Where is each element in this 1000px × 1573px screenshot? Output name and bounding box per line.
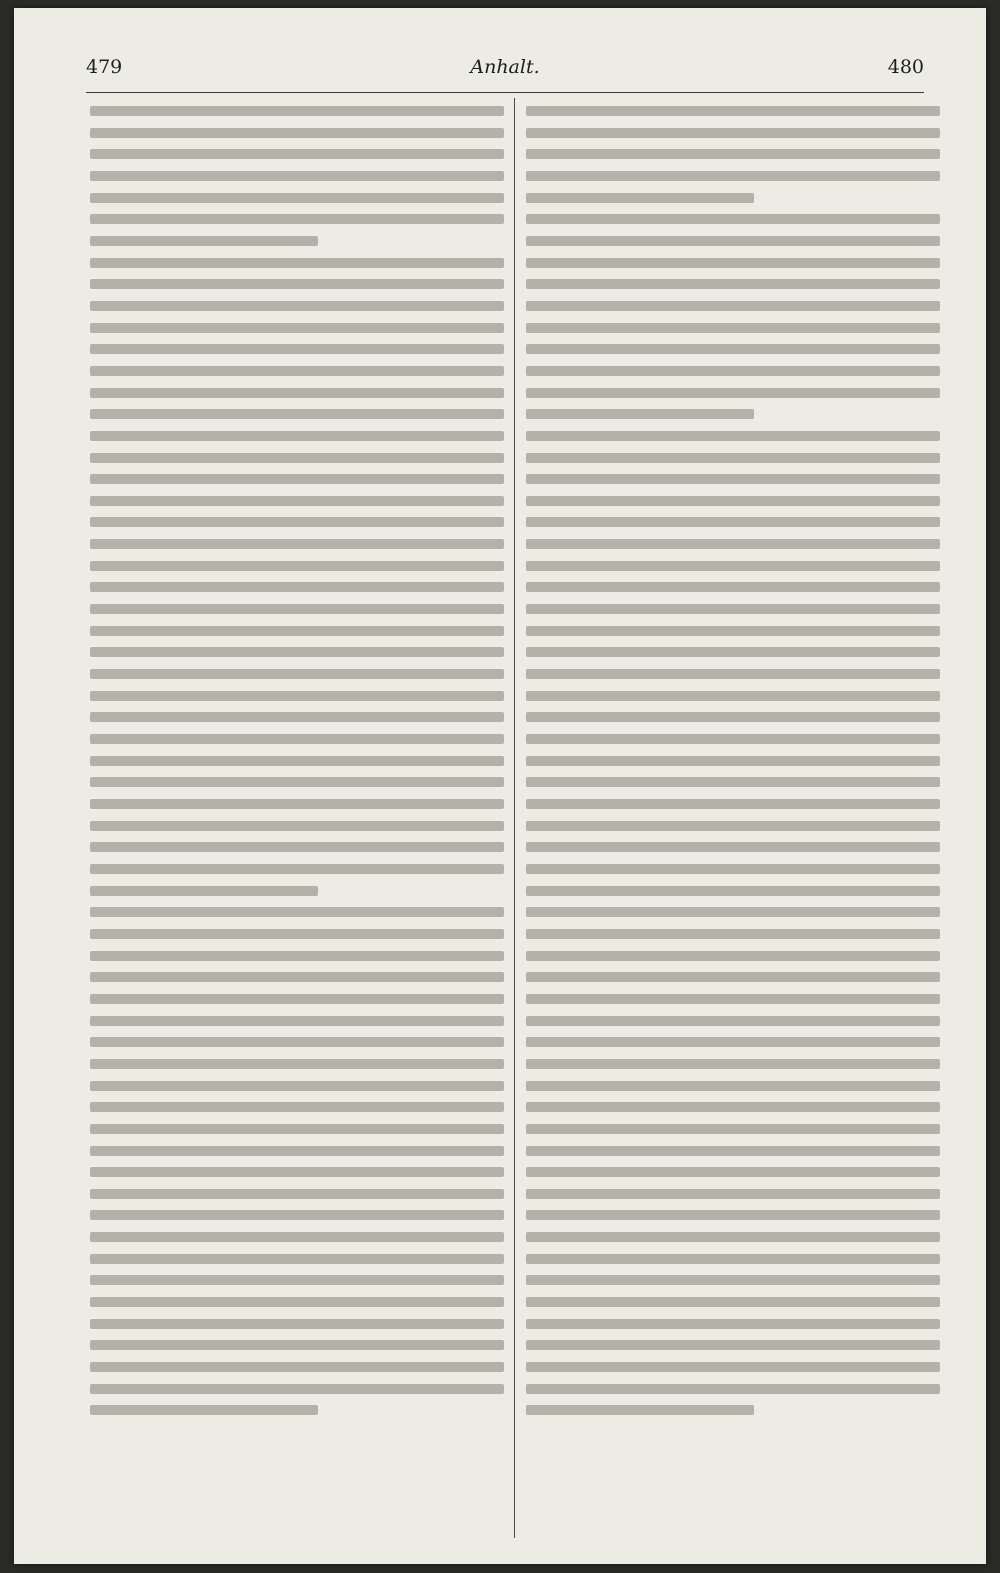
text-line-placeholder — [90, 236, 318, 246]
text-line-placeholder — [526, 366, 940, 376]
text-line — [90, 858, 504, 880]
text-line-placeholder — [526, 539, 940, 549]
text-line-placeholder — [90, 1362, 504, 1372]
text-line-placeholder — [90, 539, 504, 549]
text-line — [526, 403, 940, 425]
text-line-placeholder — [526, 301, 940, 311]
text-line — [90, 663, 504, 685]
text-line-placeholder — [90, 431, 504, 441]
text-line — [526, 425, 940, 447]
text-line-placeholder — [526, 582, 940, 592]
text-line — [526, 1140, 940, 1162]
text-line-placeholder — [526, 214, 940, 224]
text-line-placeholder — [90, 474, 504, 484]
text-line-placeholder — [90, 1340, 504, 1350]
text-line-placeholder — [526, 453, 940, 463]
text-line-placeholder — [526, 1210, 940, 1220]
text-line-placeholder — [90, 258, 504, 268]
text-line — [526, 1248, 940, 1270]
text-line — [526, 360, 940, 382]
text-line-placeholder — [526, 842, 940, 852]
text-line — [90, 1356, 504, 1378]
text-line-placeholder — [526, 907, 940, 917]
text-line-placeholder — [90, 1167, 504, 1177]
text-line — [90, 100, 504, 122]
text-line — [526, 598, 940, 620]
text-line-placeholder — [90, 1275, 504, 1285]
text-line-placeholder — [526, 323, 940, 333]
text-line-placeholder — [526, 1146, 940, 1156]
text-line-placeholder — [526, 886, 940, 896]
text-line — [526, 1096, 940, 1118]
text-line — [90, 295, 504, 317]
text-line — [90, 923, 504, 945]
text-line-placeholder — [90, 453, 504, 463]
text-line-placeholder — [526, 777, 940, 787]
text-line-placeholder — [90, 842, 504, 852]
text-line-placeholder — [90, 1405, 318, 1415]
text-line — [526, 1161, 940, 1183]
text-line — [90, 901, 504, 923]
text-line-placeholder — [526, 236, 940, 246]
text-line — [90, 1031, 504, 1053]
text-line-placeholder — [526, 409, 754, 419]
text-line — [90, 187, 504, 209]
text-line-placeholder — [90, 647, 504, 657]
text-line — [90, 143, 504, 165]
text-line-placeholder — [90, 777, 504, 787]
text-line — [526, 273, 940, 295]
text-line — [526, 317, 940, 339]
text-line-placeholder — [526, 626, 940, 636]
text-line-placeholder — [90, 323, 504, 333]
text-line — [526, 750, 940, 772]
text-line — [90, 555, 504, 577]
text-line — [90, 641, 504, 663]
text-line — [90, 620, 504, 642]
text-line — [526, 1031, 940, 1053]
text-line — [90, 382, 504, 404]
text-line-placeholder — [90, 149, 504, 159]
text-line-placeholder — [526, 1016, 940, 1026]
text-line — [526, 208, 940, 230]
text-line-placeholder — [526, 106, 940, 116]
text-line — [526, 1075, 940, 1097]
text-line-placeholder — [90, 366, 504, 376]
column-divider — [514, 98, 515, 1538]
text-line — [526, 100, 940, 122]
text-line-placeholder — [90, 1254, 504, 1264]
text-line-placeholder — [526, 1362, 940, 1372]
text-line-placeholder — [90, 1319, 504, 1329]
text-line-placeholder — [90, 669, 504, 679]
text-line-placeholder — [90, 1189, 504, 1199]
text-line — [90, 1226, 504, 1248]
text-line — [526, 230, 940, 252]
text-line-placeholder — [526, 1405, 754, 1415]
text-line — [90, 252, 504, 274]
text-line-placeholder — [90, 214, 504, 224]
text-line — [526, 187, 940, 209]
text-line — [90, 490, 504, 512]
text-line — [90, 1378, 504, 1400]
text-line-placeholder — [90, 691, 504, 701]
text-line — [90, 1118, 504, 1140]
text-line — [526, 511, 940, 533]
text-line — [90, 1399, 504, 1421]
text-line — [526, 620, 940, 642]
text-line-placeholder — [90, 171, 504, 181]
text-line — [526, 576, 940, 598]
text-line-placeholder — [526, 972, 940, 982]
text-line — [90, 403, 504, 425]
text-line — [526, 836, 940, 858]
text-line — [90, 317, 504, 339]
text-line-placeholder — [90, 561, 504, 571]
text-line — [526, 490, 940, 512]
text-line — [526, 165, 940, 187]
header-rule — [86, 92, 924, 93]
text-line — [526, 252, 940, 274]
text-line-placeholder — [90, 517, 504, 527]
text-line — [90, 880, 504, 902]
text-line-placeholder — [526, 1254, 940, 1264]
text-line-placeholder — [90, 712, 504, 722]
text-line-placeholder — [90, 128, 504, 138]
text-line-placeholder — [90, 1146, 504, 1156]
text-line-placeholder — [526, 604, 940, 614]
text-line — [90, 815, 504, 837]
text-line-placeholder — [90, 1297, 504, 1307]
text-line — [90, 208, 504, 230]
text-line-placeholder — [90, 864, 504, 874]
text-line-placeholder — [90, 582, 504, 592]
text-line — [90, 836, 504, 858]
text-line-placeholder — [90, 972, 504, 982]
text-line-placeholder — [526, 344, 940, 354]
text-line — [90, 750, 504, 772]
text-line — [526, 1399, 940, 1421]
text-line — [526, 771, 940, 793]
text-line-placeholder — [90, 799, 504, 809]
text-line — [90, 728, 504, 750]
text-line — [90, 1248, 504, 1270]
text-line-placeholder — [90, 1384, 504, 1394]
text-line — [90, 1204, 504, 1226]
text-line-placeholder — [90, 994, 504, 1004]
text-line-placeholder — [90, 409, 504, 419]
text-line-placeholder — [526, 1319, 940, 1329]
text-line-placeholder — [90, 626, 504, 636]
text-line-placeholder — [526, 712, 940, 722]
text-line — [526, 685, 940, 707]
text-line — [526, 1356, 940, 1378]
text-line — [90, 1269, 504, 1291]
text-line-placeholder — [526, 1232, 940, 1242]
text-line — [526, 1010, 940, 1032]
text-line — [90, 122, 504, 144]
text-line — [526, 901, 940, 923]
text-line — [90, 1053, 504, 1075]
text-line-placeholder — [90, 388, 504, 398]
text-line — [526, 1226, 940, 1248]
text-line — [90, 1313, 504, 1335]
text-line-placeholder — [526, 1059, 940, 1069]
text-line — [526, 793, 940, 815]
text-line-placeholder — [526, 994, 940, 1004]
text-line-placeholder — [526, 1275, 940, 1285]
text-line-placeholder — [90, 1232, 504, 1242]
text-line — [90, 988, 504, 1010]
text-line — [526, 858, 940, 880]
text-line-placeholder — [90, 1037, 504, 1047]
text-line — [90, 1010, 504, 1032]
text-line-placeholder — [90, 604, 504, 614]
text-line-placeholder — [90, 734, 504, 744]
text-line — [526, 1313, 940, 1335]
text-line-placeholder — [526, 517, 940, 527]
text-line-placeholder — [526, 388, 940, 398]
text-line — [526, 338, 940, 360]
text-line — [90, 425, 504, 447]
text-line-placeholder — [90, 106, 504, 116]
text-line-placeholder — [90, 929, 504, 939]
text-line-placeholder — [90, 886, 318, 896]
text-line-placeholder — [90, 821, 504, 831]
text-line — [526, 382, 940, 404]
text-line-placeholder — [526, 734, 940, 744]
text-line-placeholder — [526, 864, 940, 874]
text-line — [90, 1096, 504, 1118]
text-line — [526, 1378, 940, 1400]
text-line-placeholder — [90, 279, 504, 289]
text-line — [90, 360, 504, 382]
text-line — [526, 923, 940, 945]
text-line — [526, 815, 940, 837]
text-line-placeholder — [526, 1340, 940, 1350]
page-header — [86, 52, 924, 84]
text-line-placeholder — [90, 193, 504, 203]
text-line-placeholder — [526, 279, 940, 289]
text-line-placeholder — [526, 128, 940, 138]
text-column-left — [90, 100, 504, 1421]
page-number-left: 479 — [86, 56, 123, 78]
text-line-placeholder — [526, 1037, 940, 1047]
text-line — [526, 880, 940, 902]
text-line — [90, 165, 504, 187]
text-line-placeholder — [90, 1081, 504, 1091]
text-line-placeholder — [90, 1102, 504, 1112]
text-line — [90, 1161, 504, 1183]
text-line — [90, 706, 504, 728]
text-line-placeholder — [90, 951, 504, 961]
text-line — [526, 533, 940, 555]
text-line-placeholder — [526, 821, 940, 831]
text-line-placeholder — [90, 1210, 504, 1220]
text-line — [526, 1053, 940, 1075]
text-line-placeholder — [90, 1059, 504, 1069]
text-line-placeholder — [90, 301, 504, 311]
text-line — [526, 706, 940, 728]
text-line — [90, 1140, 504, 1162]
text-line — [526, 555, 940, 577]
text-line-placeholder — [526, 929, 940, 939]
text-line — [526, 295, 940, 317]
text-line — [90, 966, 504, 988]
text-line — [90, 1291, 504, 1313]
text-column-right — [526, 100, 940, 1421]
text-line-placeholder — [526, 431, 940, 441]
text-line-placeholder — [526, 1297, 940, 1307]
text-line — [90, 793, 504, 815]
text-line — [526, 447, 940, 469]
text-line-placeholder — [90, 907, 504, 917]
text-line-placeholder — [526, 474, 940, 484]
text-line-placeholder — [90, 756, 504, 766]
text-line-placeholder — [90, 1124, 504, 1134]
text-line-placeholder — [90, 496, 504, 506]
text-line — [90, 338, 504, 360]
text-line — [526, 945, 940, 967]
page-number-right: 480 — [887, 56, 924, 78]
text-line-placeholder — [90, 1016, 504, 1026]
text-line — [526, 728, 940, 750]
text-line-placeholder — [526, 258, 940, 268]
text-line — [90, 230, 504, 252]
text-line — [90, 685, 504, 707]
text-line — [90, 447, 504, 469]
text-line — [526, 1118, 940, 1140]
text-line — [526, 1204, 940, 1226]
text-line-placeholder — [526, 647, 940, 657]
text-line-placeholder — [526, 149, 940, 159]
text-line — [526, 122, 940, 144]
text-line — [526, 641, 940, 663]
text-line-placeholder — [526, 756, 940, 766]
text-line-placeholder — [526, 1081, 940, 1091]
text-line — [90, 598, 504, 620]
text-line-placeholder — [526, 1102, 940, 1112]
text-line — [90, 511, 504, 533]
text-line-placeholder — [526, 171, 940, 181]
text-line — [526, 1183, 940, 1205]
text-line-placeholder — [526, 193, 754, 203]
text-line-placeholder — [526, 496, 940, 506]
text-line-placeholder — [526, 799, 940, 809]
text-line — [90, 533, 504, 555]
text-line — [90, 1183, 504, 1205]
text-line-placeholder — [526, 951, 940, 961]
text-line-placeholder — [526, 561, 940, 571]
text-line — [526, 1269, 940, 1291]
text-line — [526, 1334, 940, 1356]
text-line — [526, 468, 940, 490]
text-line-placeholder — [90, 344, 504, 354]
text-line — [90, 576, 504, 598]
text-line — [526, 1291, 940, 1313]
text-line — [90, 1075, 504, 1097]
book-page — [14, 8, 986, 1564]
text-line-placeholder — [526, 691, 940, 701]
text-line — [526, 988, 940, 1010]
text-line-placeholder — [526, 1189, 940, 1199]
text-line — [90, 468, 504, 490]
text-line — [90, 1334, 504, 1356]
text-line-placeholder — [526, 1167, 940, 1177]
text-line — [90, 273, 504, 295]
text-line — [526, 663, 940, 685]
text-line — [90, 771, 504, 793]
text-line-placeholder — [526, 1124, 940, 1134]
running-head: Anhalt. — [470, 56, 540, 78]
text-line — [526, 143, 940, 165]
text-line — [526, 966, 940, 988]
text-line-placeholder — [526, 1384, 940, 1394]
text-line-placeholder — [526, 669, 940, 679]
text-line — [90, 945, 504, 967]
